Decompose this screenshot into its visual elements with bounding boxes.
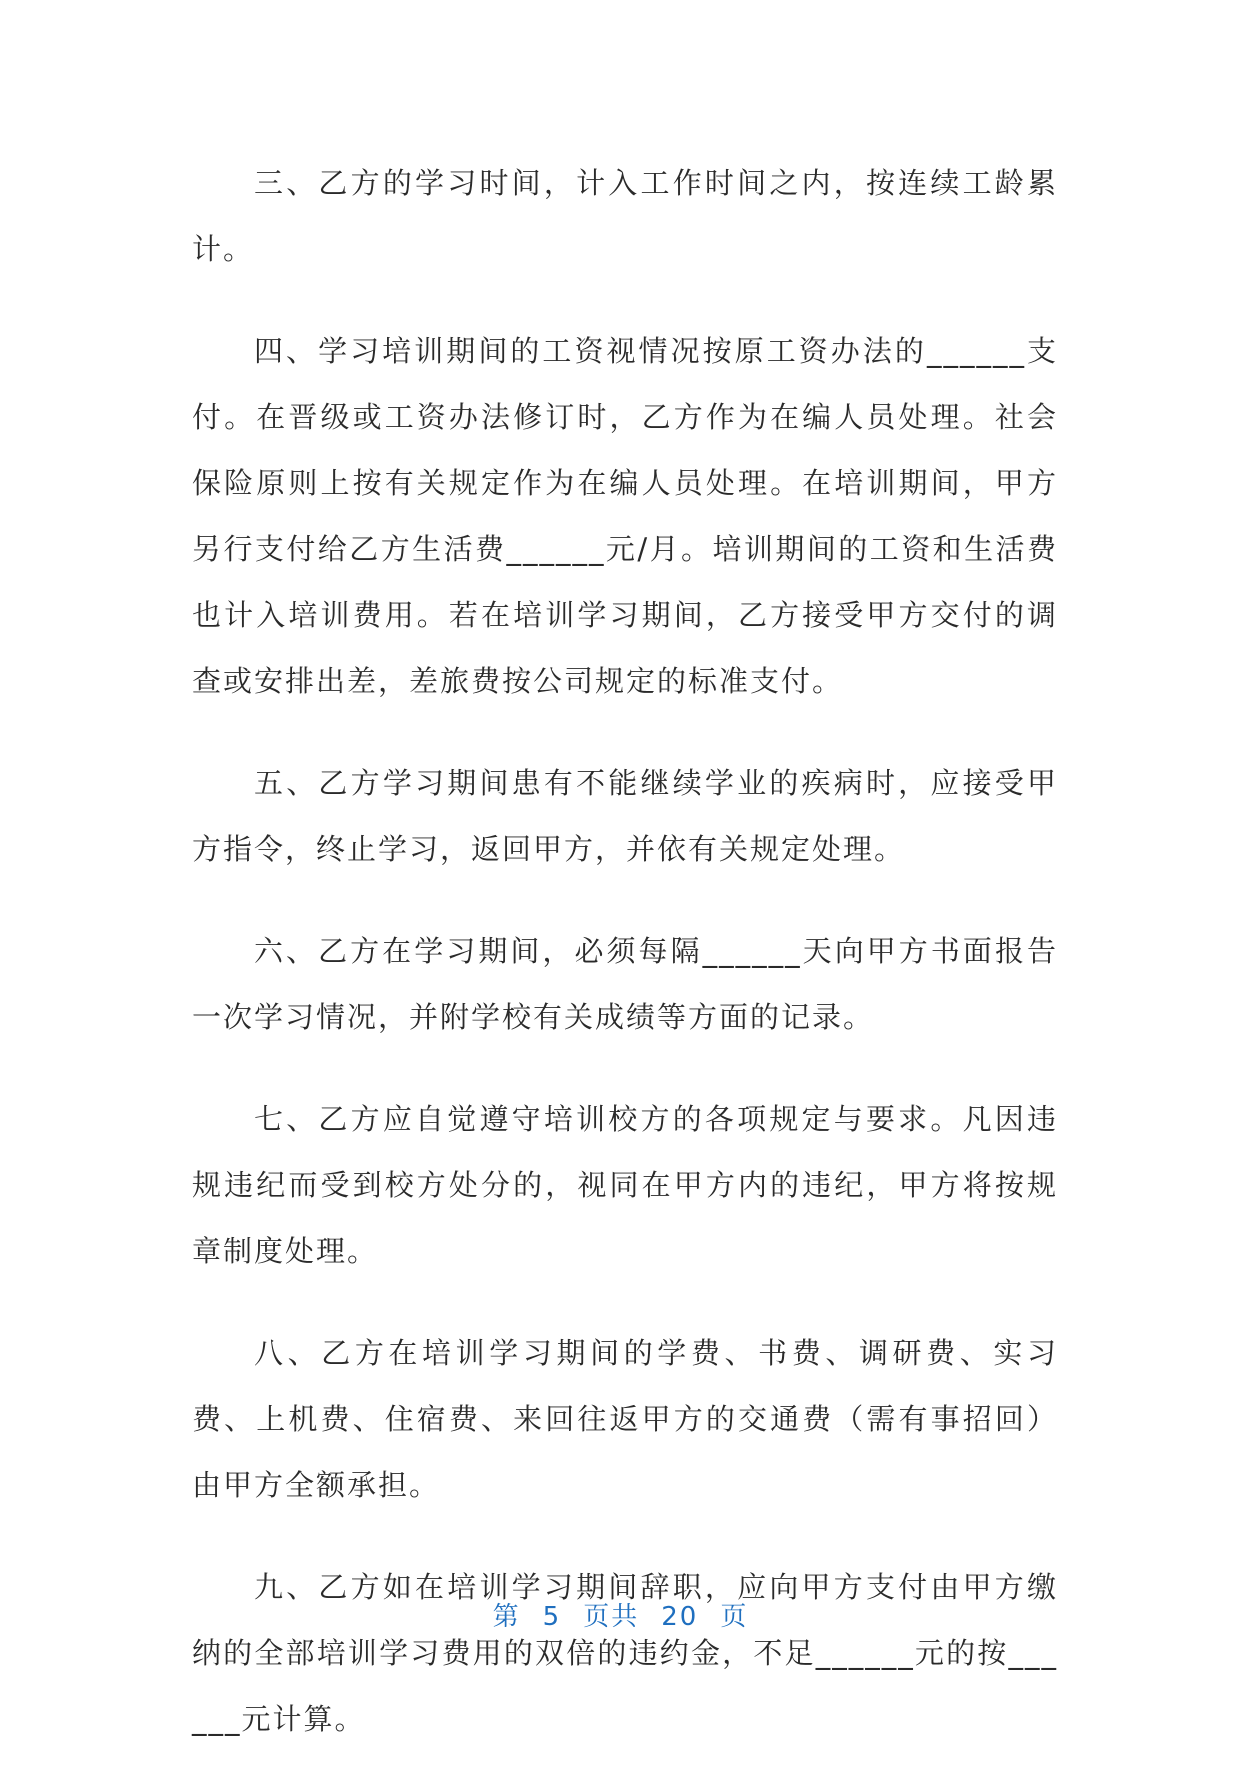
- clause-7: 七、乙方应自觉遵守培训校方的各项规定与要求。凡因违规违纪而受到校方处分的，视同在甲方内的违纪，甲方将按规章制度处理。: [192, 1102, 1058, 1268]
- footer-page-suffix: 页: [720, 1602, 749, 1632]
- page-footer: [0, 1596, 1241, 1633]
- footer-current-page: 5: [542, 1602, 562, 1632]
- footer-page-prefix: 第: [492, 1602, 521, 1632]
- document-body: [192, 150, 1058, 1788]
- footer-total-pages: 20: [661, 1602, 699, 1632]
- clause-3: 三、乙方的学习时间，计入工作时间之内，按连续工龄累计。: [192, 166, 1058, 266]
- footer-page-mid: 页共: [583, 1602, 640, 1632]
- clause-9: 九、乙方如在培训学习期间辞职，应向甲方支付由甲方缴纳的全部培训学习费用的双倍的违约金，不足______元的按______元计算。: [192, 1570, 1058, 1736]
- clause-6: 六、乙方在学习期间，必须每隔______天向甲方书面报告一次学习情况，并附学校有关成绩等方面的记录。: [192, 934, 1058, 1034]
- clause-8: 八、乙方在培训学习期间的学费、书费、调研费、实习费、上机费、住宿费、来回往返甲方的交通费（需有事招回）由甲方全额承担。: [192, 1336, 1058, 1502]
- clause-4: 四、学习培训期间的工资视情况按原工资办法的______支付。在晋级或工资办法修订时，乙方作为在编人员处理。社会保险原则上按有关规定作为在编人员处理。在培训期间，甲方另行支付给乙方生活费______元/月。培训期间的工资和生活费也计入培训费用。若在培训学习期间，乙方接受甲方交付的调查或安排出差，差旅费按公司规定的标准支付。: [192, 334, 1058, 698]
- clause-5: 五、乙方学习期间患有不能继续学业的疾病时，应接受甲方指令，终止学习，返回甲方，并依有关规定处理。: [192, 766, 1058, 866]
